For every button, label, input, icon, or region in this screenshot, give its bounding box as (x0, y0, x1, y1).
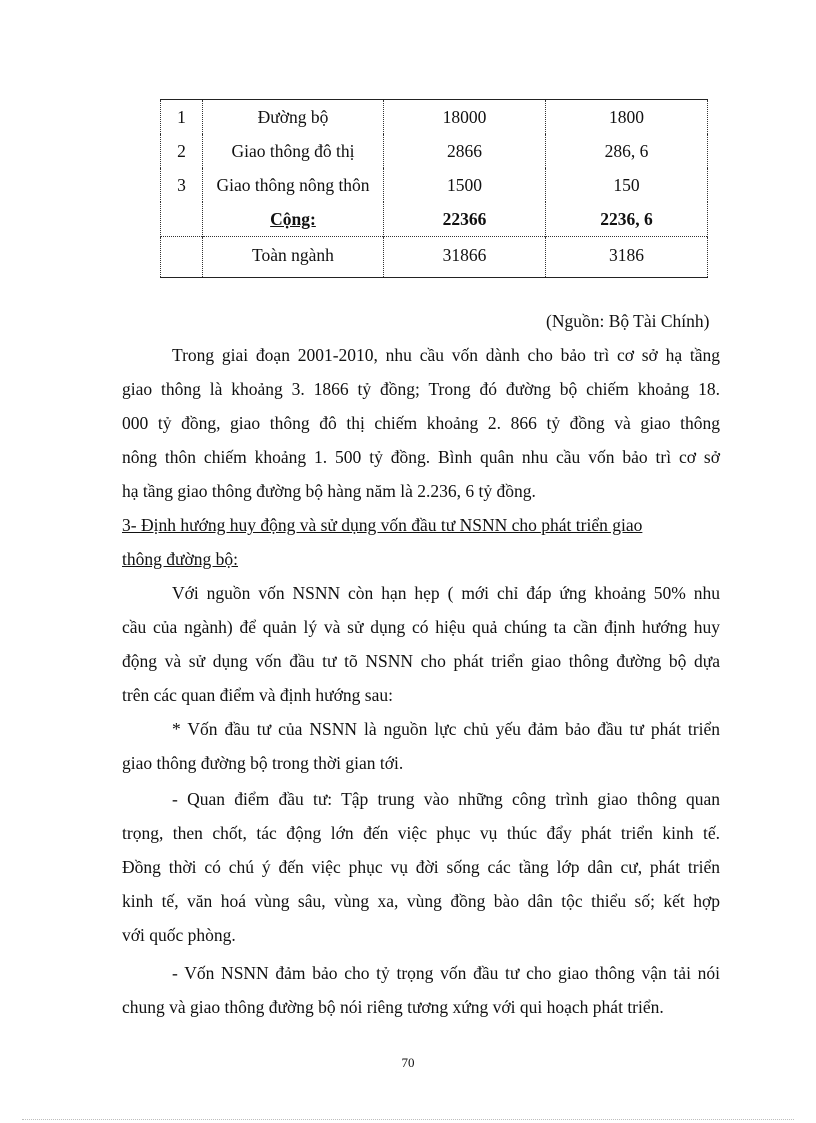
overall-value-total: 31866 (384, 237, 546, 278)
paragraph-line: - Quan điểm đầu tư: Tập trung vào những công trình giao thông quan (172, 789, 720, 809)
paragraph-line: hạ tầng giao thông đường bộ hàng năm là 2.236, 6 tỷ đồng. (122, 481, 536, 501)
paragraph-line: - Vốn NSNN đảm bảo cho tỷ trọng vốn đầu tư cho giao thông vận tải nói (172, 963, 720, 983)
total-label: Cộng: (203, 202, 384, 237)
row-value-total: 1500 (384, 168, 546, 202)
row-number-empty (161, 202, 203, 237)
table-total-row (161, 202, 708, 237)
paragraph-line: trọng, then chốt, tác động lớn đến việc phục vụ thúc đẩy phát triển kinh tế. (122, 823, 720, 843)
table-row (161, 134, 708, 168)
paragraph-line: Với nguồn vốn NSNN còn hạn hẹp ( mới chỉ đáp ứng khoảng 50% nhu (172, 583, 720, 603)
footer-divider (22, 1119, 794, 1120)
row-value-total: 2866 (384, 134, 546, 168)
section-heading: thông đường bộ: (122, 549, 238, 569)
paragraph-line: * Vốn đầu tư của NSNN là nguồn lực chủ yếu đảm bảo đầu tư phát triển (172, 719, 720, 739)
paragraph-line: 000 tỷ đồng, giao thông đô thị chiếm khoảng 2. 866 tỷ đồng và giao thông (122, 413, 720, 433)
row-value-annual: 286, 6 (546, 134, 708, 168)
budget-table (160, 99, 708, 278)
paragraph-line: nông thôn chiếm khoảng 1. 500 tỷ đồng. Bình quân nhu cầu vốn bảo trì cơ sở (122, 447, 720, 467)
paragraph-line: kinh tế, văn hoá vùng sâu, vùng xa, vùng đồng bào dân tộc thiểu số; kết hợp (122, 891, 720, 911)
row-name: Giao thông nông thôn (203, 168, 384, 202)
section-heading: 3- Định hướng huy động và sử dụng vốn đầu tư NSNN cho phát triển giao (122, 515, 643, 535)
paragraph-line: trên các quan điểm và định hướng sau: (122, 685, 393, 705)
row-value-annual: 150 (546, 168, 708, 202)
row-value-total: 18000 (384, 100, 546, 135)
row-name: Đường bộ (203, 100, 384, 135)
overall-value-annual: 3186 (546, 237, 708, 278)
paragraph-line: giao thông đường bộ trong thời gian tới. (122, 753, 404, 773)
row-number: 2 (161, 134, 203, 168)
paragraph-line: Đồng thời có chú ý đến việc phục vụ đời sống các tầng lớp dân cư, phát triển (122, 857, 720, 877)
paragraph-line: với quốc phòng. (122, 925, 236, 945)
row-number: 3 (161, 168, 203, 202)
row-number: 1 (161, 100, 203, 135)
table-row (161, 168, 708, 202)
row-name: Giao thông đô thị (203, 134, 384, 168)
overall-label: Toàn ngành (203, 237, 384, 278)
source-note: (Nguồn: Bộ Tài Chính) (546, 311, 710, 331)
table-overall-row (161, 237, 708, 278)
paragraph-line: giao thông là khoảng 3. 1866 tỷ đồng; Trong đó đường bộ chiếm khoảng 18. (122, 379, 720, 399)
paragraph-line: cầu của ngành) để quản lý và sử dụng có hiệu quả chúng ta cần định hướng huy (122, 617, 720, 637)
page-number: 70 (401, 1055, 415, 1070)
table-row (161, 100, 708, 135)
total-value-total: 22366 (384, 202, 546, 237)
total-value-annual: 2236, 6 (546, 202, 708, 237)
paragraph-line: chung và giao thông đường bộ nói riêng tương xứng với qui hoạch phát triển. (122, 997, 664, 1017)
row-number-empty (161, 237, 203, 278)
paragraph-line: Trong giai đoạn 2001-2010, nhu cầu vốn dành cho bảo trì cơ sở hạ tầng (172, 345, 720, 365)
paragraph-line: động và sử dụng vốn đầu tư tõ NSNN cho phát triển giao thông đường bộ dựa (122, 651, 720, 671)
row-value-annual: 1800 (546, 100, 708, 135)
